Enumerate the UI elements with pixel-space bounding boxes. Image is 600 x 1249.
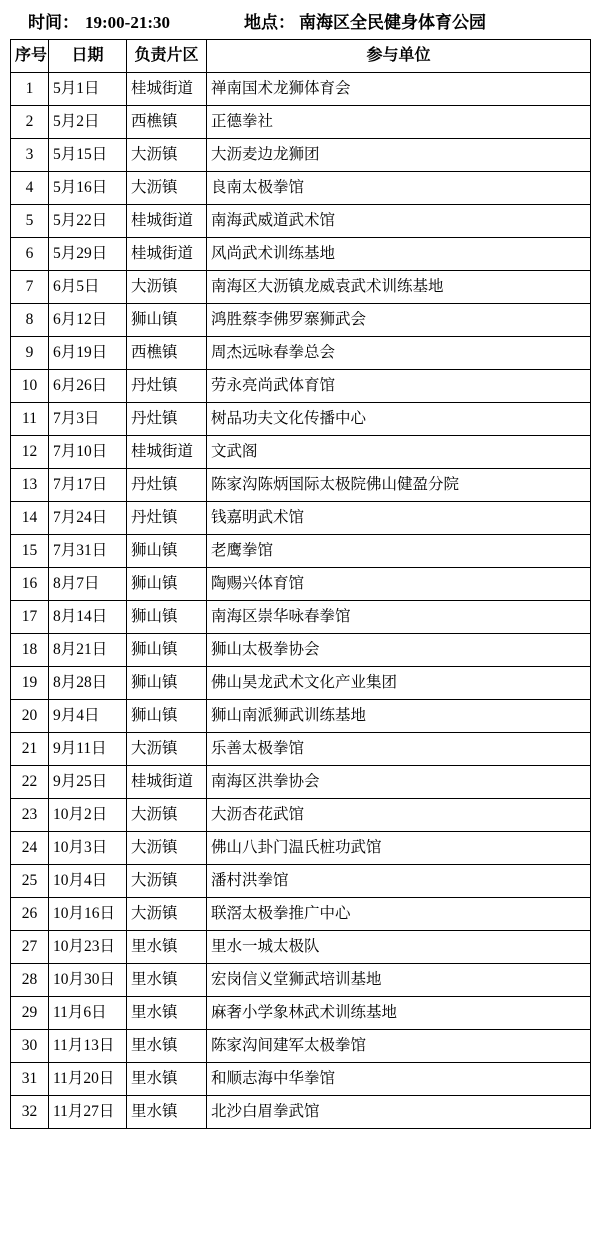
table-row — [11, 139, 591, 172]
table-row — [11, 73, 591, 106]
table-row — [11, 106, 591, 139]
cell-index: 14 — [11, 502, 49, 535]
cell-index: 8 — [11, 304, 49, 337]
cell-unit: 南海区大沥镇龙威袁武术训练基地 — [207, 271, 591, 304]
cell-area: 大沥镇 — [127, 865, 207, 898]
cell-date: 6月12日 — [49, 304, 127, 337]
cell-area: 大沥镇 — [127, 733, 207, 766]
cell-unit: 正德拳社 — [207, 106, 591, 139]
cell-index: 22 — [11, 766, 49, 799]
cell-unit: 风尚武术训练基地 — [207, 238, 591, 271]
cell-index: 11 — [11, 403, 49, 436]
cell-area: 狮山镇 — [127, 667, 207, 700]
cell-unit: 佛山昊龙武术文化产业集团 — [207, 667, 591, 700]
cell-area: 大沥镇 — [127, 898, 207, 931]
cell-area: 丹灶镇 — [127, 403, 207, 436]
table-body — [11, 73, 591, 1129]
cell-area: 狮山镇 — [127, 535, 207, 568]
cell-unit: 大沥杏花武馆 — [207, 799, 591, 832]
cell-index: 19 — [11, 667, 49, 700]
cell-index: 29 — [11, 997, 49, 1030]
cell-index: 16 — [11, 568, 49, 601]
table-row — [11, 667, 591, 700]
cell-unit: 狮山南派狮武训练基地 — [207, 700, 591, 733]
cell-date: 7月24日 — [49, 502, 127, 535]
cell-date: 5月16日 — [49, 172, 127, 205]
cell-index: 15 — [11, 535, 49, 568]
cell-area: 桂城街道 — [127, 238, 207, 271]
cell-date: 11月6日 — [49, 997, 127, 1030]
cell-index: 13 — [11, 469, 49, 502]
cell-area: 狮山镇 — [127, 304, 207, 337]
cell-area: 里水镇 — [127, 1096, 207, 1129]
table-row — [11, 601, 591, 634]
cell-unit: 南海武威道武术馆 — [207, 205, 591, 238]
place-label: 地点： — [243, 13, 295, 32]
table-row — [11, 370, 591, 403]
cell-unit: 良南太极拳馆 — [207, 172, 591, 205]
table-row — [11, 205, 591, 238]
cell-date: 5月15日 — [49, 139, 127, 172]
time-value: 19:00-21:30 — [85, 13, 170, 32]
cell-unit: 狮山太极拳协会 — [207, 634, 591, 667]
cell-index: 30 — [11, 1030, 49, 1063]
cell-index: 27 — [11, 931, 49, 964]
cell-area: 桂城街道 — [127, 205, 207, 238]
cell-unit: 里水一城太极队 — [207, 931, 591, 964]
table-row — [11, 304, 591, 337]
cell-unit: 陈家沟陈炳国际太极院佛山健盈分院 — [207, 469, 591, 502]
cell-unit: 树品功夫文化传播中心 — [207, 403, 591, 436]
table-row — [11, 502, 591, 535]
cell-index: 6 — [11, 238, 49, 271]
column-header-index: 序号 — [11, 40, 49, 73]
cell-date: 6月26日 — [49, 370, 127, 403]
document-header — [10, 6, 590, 39]
cell-index: 23 — [11, 799, 49, 832]
cell-area: 里水镇 — [127, 1063, 207, 1096]
cell-index: 26 — [11, 898, 49, 931]
cell-date: 11月27日 — [49, 1096, 127, 1129]
cell-unit: 钱嘉明武术馆 — [207, 502, 591, 535]
cell-index: 28 — [11, 964, 49, 997]
table-header — [11, 40, 591, 73]
cell-area: 西樵镇 — [127, 337, 207, 370]
cell-area: 大沥镇 — [127, 832, 207, 865]
cell-index: 1 — [11, 73, 49, 106]
cell-area: 桂城街道 — [127, 766, 207, 799]
cell-unit: 陈家沟间建军太极拳馆 — [207, 1030, 591, 1063]
cell-index: 20 — [11, 700, 49, 733]
cell-date: 5月1日 — [49, 73, 127, 106]
cell-unit: 劳永亮尚武体育馆 — [207, 370, 591, 403]
table-row — [11, 172, 591, 205]
cell-area: 狮山镇 — [127, 568, 207, 601]
cell-date: 8月7日 — [49, 568, 127, 601]
table-row — [11, 469, 591, 502]
cell-index: 24 — [11, 832, 49, 865]
cell-area: 大沥镇 — [127, 139, 207, 172]
table-row — [11, 1030, 591, 1063]
place-field — [244, 8, 486, 33]
cell-date: 6月19日 — [49, 337, 127, 370]
cell-date: 10月2日 — [49, 799, 127, 832]
cell-unit: 老鹰拳馆 — [207, 535, 591, 568]
cell-date: 10月4日 — [49, 865, 127, 898]
cell-index: 31 — [11, 1063, 49, 1096]
cell-unit: 联滘太极拳推广中心 — [207, 898, 591, 931]
cell-date: 7月3日 — [49, 403, 127, 436]
cell-index: 25 — [11, 865, 49, 898]
cell-unit: 南海区崇华咏春拳馆 — [207, 601, 591, 634]
cell-area: 里水镇 — [127, 931, 207, 964]
cell-unit: 潘村洪拳馆 — [207, 865, 591, 898]
cell-index: 10 — [11, 370, 49, 403]
table-row — [11, 634, 591, 667]
column-header-area: 负责片区 — [127, 40, 207, 73]
column-header-date: 日期 — [49, 40, 127, 73]
cell-date: 11月20日 — [49, 1063, 127, 1096]
cell-index: 5 — [11, 205, 49, 238]
table-row — [11, 733, 591, 766]
table-row — [11, 568, 591, 601]
cell-area: 里水镇 — [127, 1030, 207, 1063]
cell-area: 狮山镇 — [127, 601, 207, 634]
cell-area: 狮山镇 — [127, 700, 207, 733]
table-row — [11, 700, 591, 733]
cell-date: 9月25日 — [49, 766, 127, 799]
cell-unit: 佛山八卦门温氏桩功武馆 — [207, 832, 591, 865]
cell-unit: 周杰远咏春拳总会 — [207, 337, 591, 370]
cell-index: 17 — [11, 601, 49, 634]
cell-date: 10月23日 — [49, 931, 127, 964]
cell-area: 狮山镇 — [127, 634, 207, 667]
cell-area: 大沥镇 — [127, 172, 207, 205]
table-row — [11, 271, 591, 304]
cell-index: 12 — [11, 436, 49, 469]
cell-date: 11月13日 — [49, 1030, 127, 1063]
cell-unit: 陶赐兴体育馆 — [207, 568, 591, 601]
cell-index: 4 — [11, 172, 49, 205]
cell-unit: 南海区洪拳协会 — [207, 766, 591, 799]
cell-area: 大沥镇 — [127, 271, 207, 304]
cell-unit: 鸿胜蔡李佛罗寨狮武会 — [207, 304, 591, 337]
cell-index: 32 — [11, 1096, 49, 1129]
place-value: 南海区全民健身体育公园 — [298, 13, 486, 32]
time-field — [28, 8, 170, 33]
table-row — [11, 1096, 591, 1129]
cell-area: 里水镇 — [127, 997, 207, 1030]
cell-area: 丹灶镇 — [127, 469, 207, 502]
cell-unit: 北沙白眉拳武馆 — [207, 1096, 591, 1129]
cell-date: 10月3日 — [49, 832, 127, 865]
table-row — [11, 337, 591, 370]
cell-unit: 麻奢小学象林武术训练基地 — [207, 997, 591, 1030]
cell-index: 3 — [11, 139, 49, 172]
cell-area: 丹灶镇 — [127, 502, 207, 535]
table-row — [11, 1063, 591, 1096]
cell-unit: 大沥麦边龙狮团 — [207, 139, 591, 172]
cell-index: 7 — [11, 271, 49, 304]
cell-unit: 宏岗信义堂狮武培训基地 — [207, 964, 591, 997]
cell-area: 里水镇 — [127, 964, 207, 997]
cell-date: 9月11日 — [49, 733, 127, 766]
cell-area: 大沥镇 — [127, 799, 207, 832]
table-row — [11, 799, 591, 832]
table-row — [11, 898, 591, 931]
table-row — [11, 436, 591, 469]
cell-index: 9 — [11, 337, 49, 370]
cell-index: 18 — [11, 634, 49, 667]
cell-unit: 禅南国术龙狮体育会 — [207, 73, 591, 106]
cell-date: 8月21日 — [49, 634, 127, 667]
table-row — [11, 964, 591, 997]
cell-date: 8月14日 — [49, 601, 127, 634]
cell-date: 7月17日 — [49, 469, 127, 502]
table-row — [11, 931, 591, 964]
cell-date: 10月30日 — [49, 964, 127, 997]
cell-date: 6月5日 — [49, 271, 127, 304]
cell-area: 丹灶镇 — [127, 370, 207, 403]
time-label: 时间： — [28, 13, 79, 32]
cell-date: 8月28日 — [49, 667, 127, 700]
schedule-table — [10, 39, 591, 1129]
table-header-row — [11, 40, 591, 73]
cell-date: 10月16日 — [49, 898, 127, 931]
cell-unit: 和顺志海中华拳馆 — [207, 1063, 591, 1096]
cell-unit: 文武阁 — [207, 436, 591, 469]
cell-date: 5月22日 — [49, 205, 127, 238]
cell-index: 2 — [11, 106, 49, 139]
cell-area: 西樵镇 — [127, 106, 207, 139]
cell-date: 5月29日 — [49, 238, 127, 271]
cell-unit: 乐善太极拳馆 — [207, 733, 591, 766]
cell-index: 21 — [11, 733, 49, 766]
cell-date: 9月4日 — [49, 700, 127, 733]
column-header-unit: 参与单位 — [207, 40, 591, 73]
cell-date: 5月2日 — [49, 106, 127, 139]
table-row — [11, 238, 591, 271]
table-row — [11, 766, 591, 799]
table-row — [11, 832, 591, 865]
cell-area: 桂城街道 — [127, 436, 207, 469]
table-row — [11, 997, 591, 1030]
table-row — [11, 865, 591, 898]
table-row — [11, 535, 591, 568]
cell-date: 7月31日 — [49, 535, 127, 568]
cell-date: 7月10日 — [49, 436, 127, 469]
cell-area: 桂城街道 — [127, 73, 207, 106]
table-row — [11, 403, 591, 436]
